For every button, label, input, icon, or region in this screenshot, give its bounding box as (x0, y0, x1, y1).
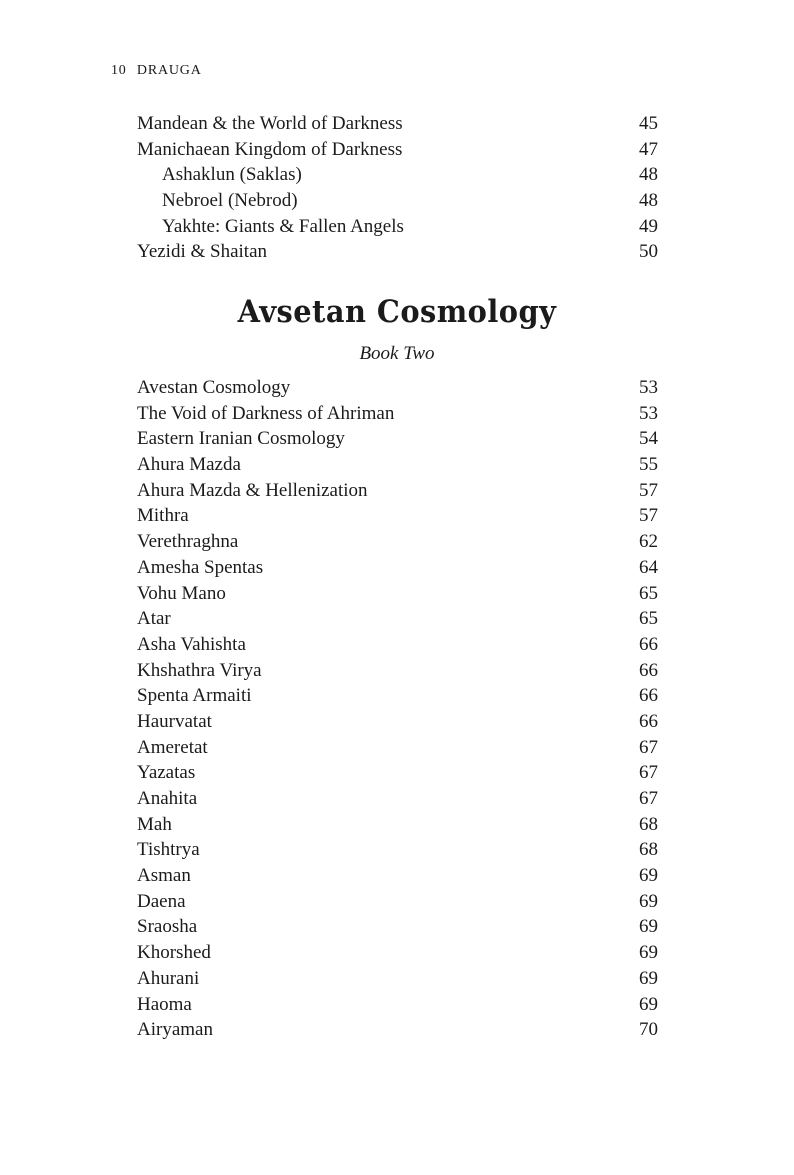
toc-entry (137, 709, 658, 735)
toc-entry (137, 837, 658, 863)
toc-entry (137, 992, 658, 1018)
toc-entry-title: Mithra (137, 505, 189, 527)
toc-entry (137, 914, 658, 940)
toc-entry-title: Yakhte: Giants & Fallen Angels (162, 215, 404, 237)
toc-entry-title: Verethraghna (137, 531, 239, 553)
toc-entry (137, 111, 658, 137)
toc-entry-page-number: 68 (639, 839, 658, 861)
toc-entry-page-number: 66 (639, 633, 658, 655)
toc-entry-page-number: 64 (639, 556, 658, 578)
toc-entry-title: Khshathra Virya (137, 659, 262, 681)
toc-entry-title: Haoma (137, 993, 192, 1015)
toc-subentry (137, 162, 658, 188)
toc-entry-page-number: 66 (639, 659, 658, 681)
toc-entry-title: Sraosha (137, 916, 198, 938)
table-of-contents-part-two (137, 375, 658, 1043)
toc-entry (137, 426, 658, 452)
toc-entry-page-number: 49 (639, 215, 658, 237)
toc-entry (137, 478, 658, 504)
toc-entry (137, 529, 658, 555)
toc-entry-page-number: 69 (639, 942, 658, 964)
toc-entry-title: Avestan Cosmology (137, 377, 291, 398)
toc-entry (137, 786, 658, 812)
toc-entry-page-number: 66 (639, 710, 658, 732)
toc-entry (137, 503, 658, 529)
toc-entry-title: Yazatas (137, 762, 196, 784)
toc-entry-title: Ashaklun (Saklas) (162, 164, 302, 186)
toc-entry-title: Eastern Iranian Cosmology (137, 428, 345, 450)
toc-entry-title: Spenta Armaiti (137, 685, 252, 707)
running-head (111, 62, 202, 80)
toc-entry-page-number: 69 (639, 967, 658, 989)
toc-entry-title: Ameretat (137, 736, 208, 758)
toc-entry (137, 239, 658, 265)
toc-entry-page-number: 48 (639, 164, 658, 186)
toc-entry (137, 401, 658, 427)
toc-entry-title: Asman (137, 865, 191, 887)
toc-entry (137, 555, 658, 581)
toc-entry-page-number: 53 (639, 402, 658, 424)
section-title: Avsetan Cosmology (237, 294, 557, 330)
toc-entry-title: Mah (137, 813, 172, 835)
toc-entry-page-number: 65 (639, 608, 658, 630)
toc-subentry (137, 214, 658, 240)
table-of-contents-part-one (137, 111, 658, 265)
toc-entry-page-number: 65 (639, 582, 658, 604)
toc-entry-title: The Void of Darkness of Ahriman (137, 402, 395, 424)
toc-entry-page-number: 48 (639, 190, 658, 212)
toc-entry (137, 683, 658, 709)
toc-entry (137, 940, 658, 966)
toc-entry (137, 863, 658, 889)
toc-entry-title: Yezidi & Shaitan (137, 241, 268, 263)
toc-entry-title: Airyaman (137, 1019, 213, 1041)
toc-entry (137, 137, 658, 163)
toc-entry (137, 966, 658, 992)
toc-entry-page-number: 69 (639, 916, 658, 938)
toc-entry-title: Mandean & the World of Darkness (137, 113, 403, 134)
section-subtitle: Book Two (359, 343, 435, 364)
toc-entry-title: Ahura Mazda & Hellenization (137, 479, 368, 501)
toc-subentry (137, 188, 658, 214)
toc-entry (137, 1017, 658, 1043)
toc-entry-title: Ahurani (137, 967, 200, 989)
toc-entry-page-number: 69 (639, 865, 658, 887)
toc-entry (137, 452, 658, 478)
toc-entry-page-number: 54 (639, 428, 658, 450)
toc-entry-title: Atar (137, 608, 171, 630)
toc-entry-page-number: 70 (639, 1019, 658, 1041)
book-title: DRAUGA (136, 63, 202, 78)
toc-entry-page-number: 62 (639, 531, 658, 553)
toc-entry-page-number: 45 (639, 113, 658, 134)
toc-entry-page-number: 47 (639, 138, 658, 160)
toc-entry-page-number: 69 (639, 890, 658, 912)
toc-entry-page-number: 53 (639, 377, 658, 398)
toc-entry-page-number: 50 (639, 241, 658, 263)
toc-entry-page-number: 67 (639, 762, 658, 784)
toc-entry (137, 375, 658, 401)
toc-entry-title: Asha Vahishta (137, 633, 246, 655)
toc-entry-page-number: 67 (639, 788, 658, 809)
toc-entry (137, 760, 658, 786)
page-number: 10 (111, 63, 127, 78)
toc-entry-title: Ahura Mazda (137, 454, 241, 476)
toc-entry-title: Haurvatat (137, 710, 212, 732)
toc-entry-page-number: 55 (639, 454, 658, 476)
toc-entry-page-number: 57 (639, 505, 658, 527)
toc-entry (137, 581, 658, 607)
toc-entry-title: Nebroel (Nebrod) (162, 190, 298, 212)
toc-entry-title: Khorshed (137, 942, 211, 964)
toc-entry-page-number: 68 (639, 813, 658, 835)
toc-entry-page-number: 66 (639, 685, 658, 707)
toc-entry-title: Tishtrya (137, 839, 200, 861)
toc-entry (137, 812, 658, 838)
toc-entry (137, 632, 658, 658)
toc-entry-title: Vohu Mano (137, 582, 226, 604)
toc-entry-title: Anahita (137, 788, 198, 809)
toc-entry (137, 735, 658, 761)
toc-entry-title: Daena (137, 890, 186, 912)
toc-entry-page-number: 69 (639, 993, 658, 1015)
toc-entry-title: Manichaean Kingdom of Darkness (137, 138, 403, 160)
toc-entry-page-number: 57 (639, 479, 658, 501)
toc-entry-page-number: 67 (639, 736, 658, 758)
toc-entry-title: Amesha Spentas (137, 556, 264, 578)
toc-entry (137, 658, 658, 684)
toc-entry (137, 889, 658, 915)
toc-entry (137, 606, 658, 632)
